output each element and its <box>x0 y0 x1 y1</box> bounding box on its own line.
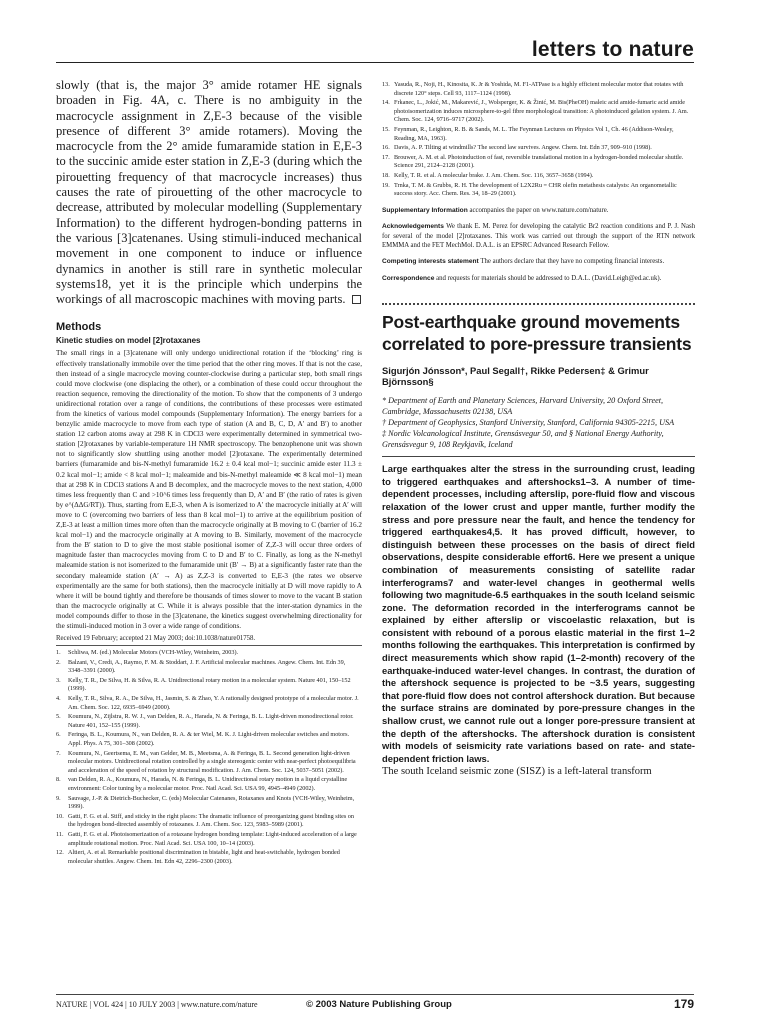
reference-number: 4. <box>56 695 61 703</box>
reference-number: 13. <box>382 81 390 88</box>
reference-number: 11. <box>56 830 64 838</box>
reference-text: Koumura, N., Zijlstra, R. W. J., van Delden, R. A., Harada, N. & Feringa, B. L. Light-driven monodirectional rotor. Nature 401, 152–155 (1999). <box>68 713 354 729</box>
correspondence-lead: Correspondence <box>382 274 435 282</box>
reference-item <box>382 154 695 171</box>
reference-text: Gatti, F. G. et al. Stiff, and sticky in the right places: The dramatic influence of preorganizing guest binding sites on the hydrogen bond-directed assembly of rotaxanes. J. Am. Chem. Soc. 123, 5983–5989 (2001). <box>68 812 354 829</box>
abstract: Large earthquakes alter the stress in the surrounding crust, leading to triggered earthquakes and aftershocks1–3. A number of time-dependent processes, including afterslip, pore-fluid flow and viscous relaxation of the lower crust and upper mantle, further modify the stress and pore pressure near the fault, and hence the tendency for triggered earthquakes4,5. It has proved difficult, however, to distinguish between these processes on the basis of direct field observations, despite considerable effort6. Here we present a unique combination of measurements consisting of satellite radar interferograms7 and water-level changes in geothermal wells following two magnitude-6.5 earthquakes in the south Iceland seismic zone. The deformation recorded in the interferograms cannot be explained by either afterslip or viscoelastic relaxation, but is consistent with rebound of a porous elastic material in the first 1–2 months following the earthquakes. This interpretation is confirmed by direct measurements which show rapid (1–2-month) recovery of the earthquake-induced water-level changes. In contrast, the duration of the aftershock sequence is projected to be ~3.5 years, suggesting that pore-fluid flow does not control aftershock duration. But because the surface strains are dominated by pore-pressure changes in the shallow crust, we cannot rule out a longer pore-pressure transient at the depth of the aftershocks. The aftershock duration is consistent with models of seismicity rate variations based on rate- and state-dependent friction laws. <box>382 463 695 764</box>
journal-info: NATURE | VOL 424 | 10 JULY 2003 | www.nature.com/nature <box>56 1000 258 1009</box>
reference-item <box>56 731 362 748</box>
reference-text: Trnka, T. M. & Grubbs, R. H. The development of L2X2Ru = CHR olefin metathesis catalysts: An organometallic success story. Acc. Chem. Res. 34, 18–29 (2001). <box>394 181 677 198</box>
reference-number: 19. <box>382 181 390 189</box>
affiliation: † Department of Geophysics, Stanford University, Stanford, California 94305-2215, USA <box>382 418 675 428</box>
footer-rule <box>56 994 694 995</box>
body-text: The south Iceland seismic zone (SISZ) is a left-lateral transform <box>382 766 652 778</box>
supplementary-text: accompanies the paper on www.nature.com/nature. <box>469 206 609 214</box>
received-line: Received 19 February; accepted 21 May 2003; doi:10.1038/nature01758. <box>56 635 362 646</box>
article-title: Post-earthquake ground movements correlated to pore-pressure transients <box>382 312 692 355</box>
methods-subheading: Kinetic studies on model [2]rotaxanes <box>56 336 201 346</box>
reference-text: Feynman, R., Leighton, R. B. & Sands, M. L. The Feynman Lectures on Physics Vol 1, Ch. 46 (Addison-Wesley, Reading, MA, 1963). <box>394 125 674 142</box>
reference-item <box>382 81 695 98</box>
reference-item <box>56 750 362 776</box>
reference-number: 8. <box>56 776 61 784</box>
reference-item <box>56 713 362 730</box>
reference-number: 2. <box>56 658 61 666</box>
reference-item <box>56 813 362 830</box>
affiliation: ‡ Nordic Volcanological Institute, Grensásvegur 50, and § National Energy Authority, Grensásvegur 9, 108 Reykjavík, Iceland <box>382 429 664 450</box>
reference-text: Kelly, T. R., Silva, R. A., De Silva, H., Jasmin, S. & Zhao, Y. A rationally designed prototype of a molecular motor. J. Am. Chem. Soc. 122, 6935–6949 (2000). <box>68 695 359 711</box>
page-footer <box>56 994 694 1018</box>
reference-number: 12. <box>56 849 64 857</box>
copyright-notice: © 2003 Nature Publishing Group <box>306 999 452 1010</box>
affiliation: * Department of Earth and Planetary Sciences, Harvard University, 20 Oxford Street, Cambridge, Massachusetts 02138, USA <box>382 396 664 417</box>
reference-list-continued <box>382 81 695 199</box>
acknowledgements <box>382 222 695 250</box>
reference-text: Gatti, F. G. et al. Photoisomerization of a rotaxane hydrogen bonding template: Light-induced acceleration of a large amplitude rotational motion. Proc. Natl Acad. Sci. USA 100, 10–14 (2003). <box>68 830 357 847</box>
running-header <box>56 34 694 64</box>
reference-item <box>382 144 695 153</box>
reference-text: Koumura, N., Geertsema, E. M., van Gelder, M. B., Meetsma, A. & Feringa, B. L. Second generation light-driven molecular motors. Unidirectional rotation controlled by a single stereogenic center with near-perfect photoequilibria and acceleration of the speed of rotation by structural modification. J. Am. Chem. Soc. 124, 5037–5051 (2002). <box>68 749 356 774</box>
competing-interests <box>382 257 695 266</box>
reference-item <box>56 677 362 694</box>
reference-text: Sauvage, J.-P. & Dietrich-Buchecker, C. (eds) Molecular Catenanes, Rotaxanes and Knots (VCH-Wiley, Weinheim, 1999). <box>68 794 355 811</box>
supplementary-lead: Supplementary Information <box>382 206 468 214</box>
reference-text: Altieri, A. et al. Remarkable positional discrimination in bistable, light and heat-switchable, hydrogen bonded molecular shuttles. Angew. Chem. Int. Edn 42, 2296–2300 (2003). <box>68 849 340 865</box>
reference-number: 9. <box>56 794 61 802</box>
reference-text: van Delden, R. A., Koumura, N., Harada, N. & Feringa, B. L. Unidirectional rotary motion in a liquid crystalline environment: Color tuning by a molecular motor. Proc. Natl Acad. Sci. USA 99, 4945–4949 (2002). <box>68 776 348 792</box>
reference-item <box>56 776 362 793</box>
supplementary-info <box>382 206 695 215</box>
reference-item <box>382 99 695 125</box>
competing-text: The authors declare that they have no competing financial interests. <box>480 258 665 266</box>
reference-text: Kelly, T. R. et al. A molecular brake. J. Am. Chem. Soc. 116, 3657–3658 (1994). <box>394 171 594 179</box>
reference-number: 16. <box>382 144 390 152</box>
reference-text: Feringa, B. L., Koumura, N., van Delden, R. A. & ter Wiel, M. K. J. Light-driven molecular switches and motors. Appl. Phys. A 75, 301–308 (2002). <box>68 731 350 748</box>
reference-number: 3. <box>56 676 61 684</box>
reference-number: 5. <box>56 713 61 721</box>
reference-item <box>56 695 362 712</box>
intro-paragraph <box>56 78 362 307</box>
reference-number: 1. <box>56 649 61 657</box>
reference-number: 15. <box>382 125 390 133</box>
reference-number: 6. <box>56 731 61 739</box>
section-title: letters to nature <box>531 38 694 61</box>
header-rule <box>56 62 694 63</box>
reference-item <box>56 649 362 658</box>
author-list: Sigurjón Jónsson*, Paul Segall†, Rikke Pedersen‡ & Grimur Björnsson§ <box>382 365 649 388</box>
reference-text: Kelly, T. R., De Silva, H. & Silva, R. A. Unidirectional rotary motion in a molecular system. Nature 401, 150–152 (1999). <box>68 676 351 693</box>
reference-number: 14. <box>382 99 390 107</box>
end-of-text-mark <box>352 295 361 304</box>
reference-item <box>56 795 362 812</box>
reference-item <box>382 172 695 181</box>
reference-list <box>56 649 362 866</box>
reference-text: Balzani, V., Credi, A., Raymo, F. M. & Stoddart, J. F. Artificial molecular machines. Angew. Chem. Int. Edn 39, 3348–3391 (2000). <box>68 658 346 675</box>
correspondence <box>382 274 695 283</box>
reference-text: Davis, A. P. Tilting at windmills? The second law survives. Angew. Chem. Int. Edn 37, 909–910 (1998). <box>394 144 652 152</box>
acknowledgements-text: We thank E. M. Perez for developing the catalytic Br2 reaction conditions and P. J. Nash for several of the model [2]rotaxanes. This work was carried out through the support of the RTN network EMMMA and the FET MechMol. D.A.L. is an EPSRC Advanced Research Fellow. <box>382 223 695 249</box>
reference-number: 7. <box>56 749 61 757</box>
reference-item <box>382 182 695 199</box>
article-separator <box>382 303 695 305</box>
reference-number: 17. <box>382 153 390 161</box>
left-column <box>56 78 362 978</box>
reference-item <box>56 849 362 866</box>
reference-text: Yasuda, R., Noji, H., Kinosita, K. Jr & Yoshida, M. F1-ATPase is a highly efficient molecular motor that rotates with discrete 120° steps. Cell 93, 1117–1124 (1998). <box>394 81 684 97</box>
reference-number: 18. <box>382 171 390 179</box>
affiliation-rule <box>382 456 695 457</box>
reference-item <box>56 659 362 676</box>
acknowledgements-lead: Acknowledgements <box>382 223 444 231</box>
competing-lead: Competing interests statement <box>382 258 479 266</box>
reference-text: Frkanec, L., Jokić, M., Makarević, J., Wolsperger, K. & Žinić, M. Bis(PheOH) maleic acid amide-fumaric acid amide photoisomerization induces microsphere-to-gel fibre morphological transition: A photoinduced gelation system. J. Am. Chem. Soc. 124, 9716–9717 (2002). <box>394 99 689 124</box>
intro-text: slowly (that is, the major 3° amide rotamer HE signals broaden in Fig. 4A, c. There is no ambiguity in the macrocycle assignment in Z,E-3 because of the visible presence of different 3° amide rotamers). Moving the macrocycle from the 2° amide fumaramide station in E,E-3 to the succinic amide ester station in Z,E-3 (during which the pirouetting frequency of that macrocycle increases) thus causes the rate of pirouetting of the other macrocycle to decrease, attributed by molecular modelling (Supplementary Information) to the different hydrogen-bonding patterns in the various [3]catenanes. Using stimuli-induced mechanical movement in one component to induce or influence dynamics in another is still rare in synthetic molecular systems18, yet it is the principle which underpins the workings of all macroscopic machines with moving parts. <box>56 78 362 307</box>
reference-number: 10. <box>56 812 64 820</box>
correspondence-text: and requests for materials should be addressed to D.A.L. (David.Leigh@ed.ac.uk). <box>436 274 662 282</box>
methods-text: The small rings in a [3]catenane will only undergo unidirectional rotation if the ‘blocking’ ring is effectively translationally immobile over the time period that the other ring moves. If that is not the case, then instead of a single macrocycle moving counter-clockwise during a particular step, both small rings could move clockwise (one displacing the other), or a combination of these could occur throughout the reaction sequence, removing the directionality of the motion. To show that the components of 3 undergo unidirectional rotation over a range of conditions, the contributions of these processes were estimated from the kinetics of various model compounds (Supplementary Information). The energy barriers for a benzylic amide macrocycle to move from each type of station (A and B, C, D, A′ and B′) to another station 12 carbon atoms away at 298 K in CDCl3 were experimentally determined in symmetrical two-station [2]rotaxanes by variable-temperature 1H NMR spectroscopy. The benzophenone unit was shown not to significantly slow shuttling using another model [2]rotaxane. The experimentally determined barriers (fumaramide and bis-N-methyl fumaramide 16.2 ± 0.4 kcal mol−1; succinic amide ester 11.3 ± 0.2 kcal mol−1; amide < 8 kcal mol−1; maleamide and bis-N-methyl maleamide ≪ 8 kcal mol−1) mean that at 298 K in CDCl3 stations A and B decomplex, and the macrocycle moves to the next station, 4,000 times less frequently than C and >10^6 times less frequently than D, A′ and B′ (the ratio of rates is given by e^(ΔΔG/RT)). Thus, starting from E,E-3, when A is isomerized to A′ the macrocycle initially at A′ will move to C (overcoming two barriers of less than 8 kcal mol−1) to arrive at the equilibrium position of Z,E-3 at least a million times more often than the macrocycle originally at B moving to C (barrier of 16.2 kcal mol−1) and the macrocycle originally at A moving to B. Similarly, movement of the macrocycle from the B′ station to D to give the most stable positional isomer of Z,Z-3 will occur three orders of magnitude faster than macrocycles moving from C to D and B′ to C. Finally, as long as the N-methyl maleamide station is not isomerized to the fumaramide unit (B′ → B) at a significantly faster rate than the secondary maleamide station (A′ → A) as Z,Z-3 is converted to E,E-3 (the rates we observe experimentally are the same for both stations), then the macrocycle initially at D will move rapidly to A where it will be bound tightly and therefore be thousands of times slower to move to the vacant B station than the macrocycle originally at C. While it is always possible that the inter-station dynamics in the model compounds differ to those in the [3]catenane, the kinetics suggest overwhelming directionality for the stimuli-induced motion in 3 over a wide range of conditions. <box>56 349 362 630</box>
reference-text: Schliwa, M. (ed.) Molecular Motors (VCH-Wiley, Weinheim, 2003). <box>68 649 239 657</box>
reference-item <box>382 126 695 143</box>
reference-text: Brouwer, A. M. et al. Photoinduction of fast, reversible translational motion in a hydrogen-bonded molecular shuttle. Science 291, 2124–2128 (2001). <box>394 153 684 170</box>
right-column <box>382 78 695 978</box>
methods-heading: Methods <box>56 321 102 334</box>
page-number: 179 <box>673 997 694 1011</box>
reference-item <box>56 831 362 848</box>
